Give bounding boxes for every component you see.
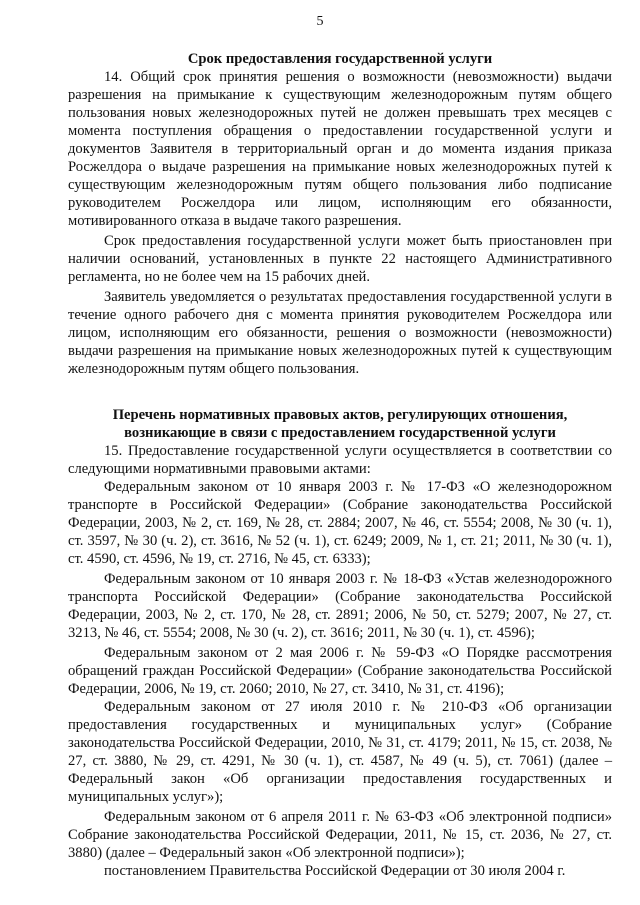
law-210-fz: Федеральным законом от 27 июля 2010 г. № 210-ФЗ «Об организации предоставления государственных и муниципальных услуг» (Собрание законодательства Российской Федерации, 2010, № 31, ст. 4179; 2011, № 15, ст. 2038, № 27, ст. 3880, № 29, ст. 4291, № 30 (ч. 1), ст. 4587, № 49 (ч. 5), ст. 7061) (далее – Федеральный закон «Об организации предоставления государственных и муниципальных услуг»); [68, 699, 612, 805]
document-body [68, 50, 612, 880]
law-17-fz: Федеральным законом от 10 января 2003 г. № 17-ФЗ «О железнодорожном транспорте в Российской Федерации» (Собрание законодательства Российской Федерации, 2003, № 2, ст. 169, № 28, ст. 2884; 2007, № 46, ст. 5554; 2008, № 30 (ч. 1), ст. 3597, № 30 (ч. 2), ст. 3616, № 52 (ч. 1), ст. 6249; 2009, № 1, ст. 21; 2011, № 30 (ч. 1), ст. 4590, ст. 4596, № 19, ст. 2716, № 45, ст. 6333); [68, 479, 612, 567]
section-title-service-term: Срок предоставления государственной услуги [187, 51, 493, 67]
page-number: 5 [316, 14, 324, 29]
paragraph-14: 14. Общий срок принятия решения о возможности (невозможности) выдачи разрешения на примыкание к существующим железнодорожным путям общего пользования новых железнодорожных путей не должен превышать трех месяцев с момента поступления обращения о предоставлении государственной услуги и документов Заявителя в территориальный орган и до момента издания приказа Росжелдора о выдаче разрешения на примыкание новых железнодорожных путей к существующим железнодорожным путям общего пользования либо подписание руководителем Росжелдора или лицом, исполняющим его обязанности, мотивированного отказа в выдаче такого разрешения. [68, 69, 612, 229]
section-title-legal-acts-line2: возникающие в связи с предоставлением государственной услуги [124, 425, 556, 441]
law-59-fz: Федеральным законом от 2 мая 2006 г. № 59-ФЗ «О Порядке рассмотрения обращений граждан Российской Федерации» (Собрание законодательства Российской Федерации, 2006, № 19, ст. 2060; 2010, № 27, ст. 3410, № 31, ст. 4196); [68, 645, 612, 697]
paragraph-notification: Заявитель уведомляется о результатах предоставления государственной услуги в течение одного рабочего дня с момента принятия руководителем Росжелдора или лицом, исполняющим его обязанности, решения о возможности (невозможности) выдачи разрешения на примыкание новых железнодорожных путей к существующим железнодорожным путям общего пользования. [68, 289, 612, 377]
section-title-legal-acts-line1: Перечень нормативных правовых актов, регулирующих отношения, [112, 407, 568, 423]
paragraph-15: 15. Предоставление государственной услуги осуществляется в соответствии со следующими нормативными правовыми актами: [68, 443, 612, 477]
government-resolution: постановлением Правительства Российской Федерации от 30 июля 2004 г. [104, 863, 566, 879]
law-63-fz: Федеральным законом от 6 апреля 2011 г. № 63-ФЗ «Об электронной подписи» Собрание законодательства Российской Федерации, 2011, № 15, ст. 2036, № 27, ст. 3880) (далее – Федеральный закон «Об электронной подписи»); [68, 809, 612, 861]
law-18-fz: Федеральным законом от 10 января 2003 г. № 18-ФЗ «Устав железнодорожного транспорта Российской Федерации» (Собрание законодательства Российской Федерации, 2003, № 2, ст. 170, № 28, ст. 2891; 2006, № 50, ст. 5279; 2007, № 27, ст. 3213, № 46, ст. 5554; 2008, № 30 (ч. 2), ст. 3616; 2011, № 30 (ч. 1), ст. 4596); [68, 571, 612, 641]
paragraph-suspension: Срок предоставления государственной услуги может быть приостановлен при наличии оснований, установленных в пункте 22 настоящего Административного регламента, но не более чем на 15 рабочих дней. [68, 233, 612, 285]
